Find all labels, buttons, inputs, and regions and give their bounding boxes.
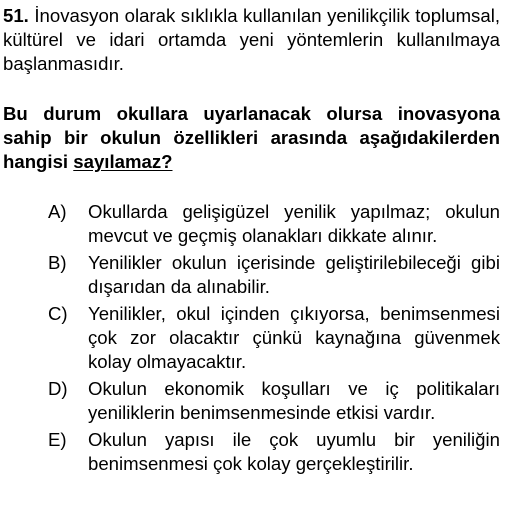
option-b-letter: B) (48, 252, 67, 273)
option-d[interactable] (48, 377, 500, 425)
question-number: 51. (3, 5, 29, 26)
option-a-letter: A) (48, 201, 67, 222)
option-d-letter: D) (48, 378, 68, 399)
option-d-text: Okulun ekonomik koşulları ve iç politikaları yeniliklerin benimsenmesinde etkisi vardır. (88, 378, 500, 423)
option-a-text: Okullarda gelişigüzel yenilik yapılmaz; okulun mevcut ve geçmiş olanakları dikkate alınır. (88, 201, 500, 246)
question-stem-text: İnovasyon olarak sıklıkla kullanılan yenilikçilik toplumsal, kültürel ve idari ortamda yeni yöntemlerin kullanılmaya başlanmasıdır. (3, 5, 500, 74)
question-stem (3, 4, 500, 76)
answer-options (48, 200, 500, 479)
option-a[interactable] (48, 200, 500, 248)
option-e-letter: E) (48, 429, 67, 450)
option-e-text: Okulun yapısı ile çok uyumlu bir yeniliğin benimsenmesi çok kolay gerçekleştirilir. (88, 429, 500, 474)
question-negation-word: sayılamaz? (73, 151, 173, 172)
question-prompt (3, 102, 500, 174)
option-c[interactable] (48, 302, 500, 374)
option-b[interactable] (48, 251, 500, 299)
option-e[interactable] (48, 428, 500, 476)
question-prompt-text: Bu durum okullara uyarlanacak olursa inovasyona sahip bir okulun özellikleri arasında aşağıdakilerden hangisi (3, 103, 500, 172)
option-c-letter: C) (48, 303, 68, 324)
option-c-text: Yenilikler, okul içinden çıkıyorsa, benimsenmesi çok zor olacaktır çünkü kaynağına güvenmek kolay olmayacaktır. (88, 303, 500, 372)
option-b-text: Yenilikler okulun içerisinde geliştirilebileceği gibi dışarıdan da alınabilir. (88, 252, 500, 297)
